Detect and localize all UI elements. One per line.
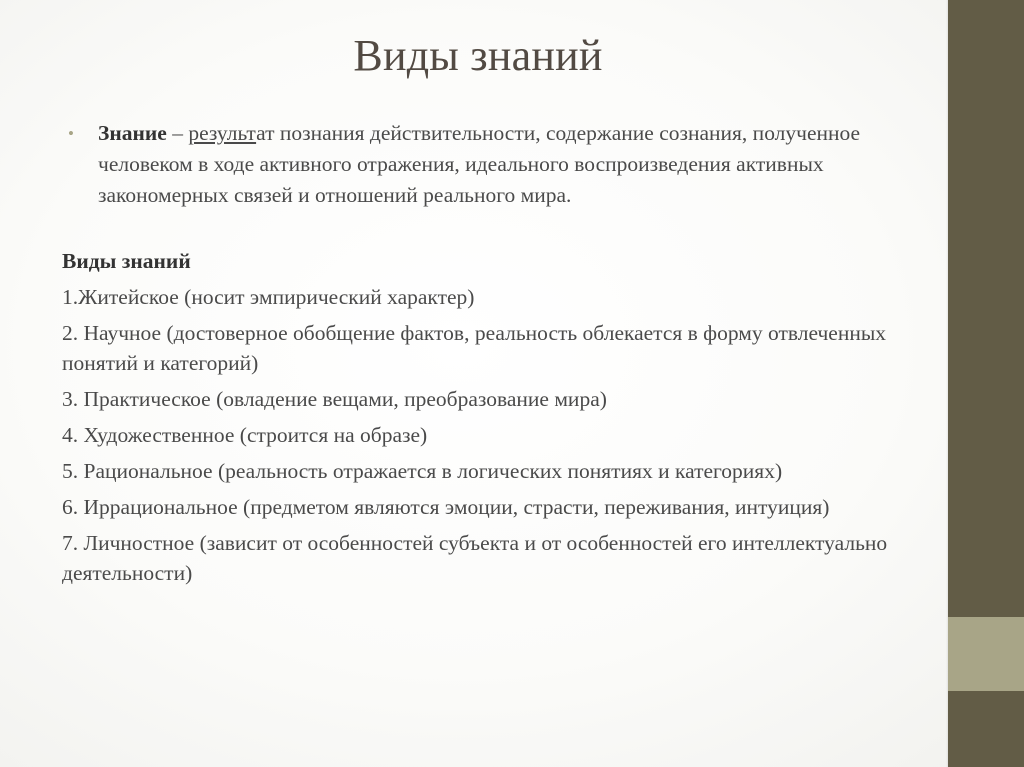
list-item: 7. Личностное (зависит от особенностей субъекта и от особенностей его интеллектуально деятельности) [62, 531, 915, 585]
intro-dash: – [166, 121, 189, 145]
intro-term: Знание [98, 121, 167, 145]
bullet-icon: • [68, 124, 74, 143]
sidebar-shadow [946, 0, 948, 767]
sidebar-decoration [948, 0, 1024, 767]
list-item: 6. Иррациональное (предметом являются эмоции, страсти, переживания, интуиция) [62, 495, 830, 519]
list-item: 4. Художественное (строится на образе) [62, 423, 428, 447]
list-item: 2. Научное (достоверное обобщение фактов, реальность облекается в форму отвлеченных понятий и категорий) [62, 321, 892, 375]
sidebar-accent-band [948, 617, 1024, 691]
list-item: 3. Практическое (овладение вещами, преобразование мира) [62, 387, 607, 411]
intro-underlined-word: результ [188, 121, 257, 145]
list-item: 1.Житейское (носит эмпирический характер) [62, 285, 475, 309]
list-item: 5. Рациональное (реальность отражается в логических понятиях и категориях) [62, 459, 783, 483]
list-heading: Виды знаний [62, 249, 191, 273]
intro-text [98, 118, 898, 211]
intro-rest: ат познания действительности, содержание сознания, полученное человеком в ходе активного отражения, идеального воспроизведения активных закономерных связей и отношений реального мира. [98, 121, 861, 207]
knowledge-types-list [62, 246, 915, 594]
intro-paragraph [68, 118, 898, 211]
slide-title: Виды знаний [353, 31, 603, 80]
